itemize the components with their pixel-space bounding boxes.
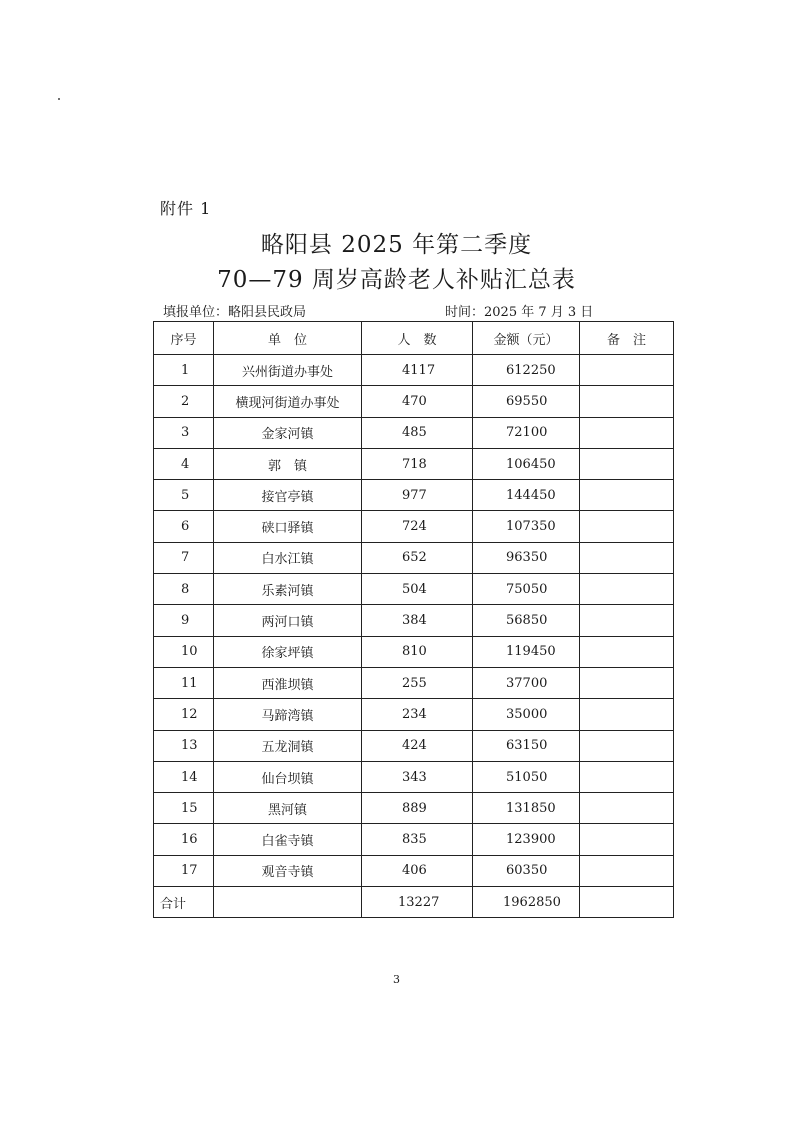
cell-unit: 观音寺镇 <box>214 855 362 886</box>
cell-no: 13 <box>154 730 214 761</box>
cell-amount: 56850 <box>473 605 580 636</box>
cell-unit: 白雀寺镇 <box>214 824 362 855</box>
cell-note <box>580 355 674 386</box>
cell-unit: 横现河街道办事处 <box>214 386 362 417</box>
table-row <box>154 636 674 667</box>
cell-note <box>580 699 674 730</box>
table-row <box>154 761 674 792</box>
cell-no: 15 <box>154 793 214 824</box>
cell-amount: 106450 <box>473 448 580 479</box>
title-line-1: 略阳县 2025 年第二季度 <box>260 232 533 258</box>
cell-unit: 两河口镇 <box>214 605 362 636</box>
cell-no: 8 <box>154 574 214 605</box>
cell-no: 1 <box>154 355 214 386</box>
cell-count: 485 <box>362 417 473 448</box>
cell-unit: 五龙洞镇 <box>214 730 362 761</box>
header-count: 人 数 <box>362 322 473 355</box>
cell-no: 17 <box>154 855 214 886</box>
cell-note <box>580 511 674 542</box>
page-number: 3 <box>393 973 400 986</box>
cell-amount: 72100 <box>473 417 580 448</box>
cell-note <box>580 542 674 573</box>
cell-unit: 金家河镇 <box>214 417 362 448</box>
table-row <box>154 793 674 824</box>
cell-amount: 96350 <box>473 542 580 573</box>
cell-count: 718 <box>362 448 473 479</box>
attachment-label: 附件 1 <box>160 199 212 218</box>
cell-count: 406 <box>362 855 473 886</box>
table-row <box>154 386 674 417</box>
cell-count: 835 <box>362 824 473 855</box>
cell-no: 6 <box>154 511 214 542</box>
table-row <box>154 667 674 698</box>
table-row <box>154 605 674 636</box>
cell-note <box>580 605 674 636</box>
cell-count: 724 <box>362 511 473 542</box>
header-no: 序号 <box>154 322 214 355</box>
table-row <box>154 448 674 479</box>
cell-note <box>580 855 674 886</box>
cell-count: 343 <box>362 761 473 792</box>
cell-unit: 徐家坪镇 <box>214 636 362 667</box>
cell-count: 470 <box>362 386 473 417</box>
table-row <box>154 824 674 855</box>
cell-no: 5 <box>154 480 214 511</box>
total-label: 合计 <box>154 887 214 918</box>
cell-note <box>580 448 674 479</box>
cell-amount: 35000 <box>473 699 580 730</box>
cell-amount: 123900 <box>473 824 580 855</box>
total-row <box>154 887 674 918</box>
cell-no: 3 <box>154 417 214 448</box>
table-row <box>154 730 674 761</box>
cell-amount: 131850 <box>473 793 580 824</box>
cell-count: 977 <box>362 480 473 511</box>
table-row <box>154 699 674 730</box>
cell-amount: 119450 <box>473 636 580 667</box>
table-row <box>154 511 674 542</box>
table-row <box>154 355 674 386</box>
cell-note <box>580 386 674 417</box>
cell-amount: 37700 <box>473 667 580 698</box>
cell-amount: 63150 <box>473 730 580 761</box>
cell-amount: 60350 <box>473 855 580 886</box>
cell-amount: 51050 <box>473 761 580 792</box>
cell-amount: 107350 <box>473 511 580 542</box>
cell-count: 504 <box>362 574 473 605</box>
cell-no: 14 <box>154 761 214 792</box>
cell-no: 16 <box>154 824 214 855</box>
cell-no: 2 <box>154 386 214 417</box>
table-row <box>154 480 674 511</box>
cell-unit: 郭 镇 <box>214 448 362 479</box>
cell-amount: 75050 <box>473 574 580 605</box>
cell-count: 234 <box>362 699 473 730</box>
cell-unit: 接官亭镇 <box>214 480 362 511</box>
scan-speck <box>58 98 60 100</box>
total-note <box>580 887 674 918</box>
cell-count: 889 <box>362 793 473 824</box>
cell-no: 10 <box>154 636 214 667</box>
header-unit: 单 位 <box>214 322 362 355</box>
cell-count: 4117 <box>362 355 473 386</box>
cell-count: 424 <box>362 730 473 761</box>
header-amount: 金额（元） <box>473 322 580 355</box>
subsidy-summary-table <box>153 321 674 918</box>
cell-no: 11 <box>154 667 214 698</box>
cell-note <box>580 730 674 761</box>
cell-count: 255 <box>362 667 473 698</box>
cell-count: 384 <box>362 605 473 636</box>
table-row <box>154 542 674 573</box>
total-unit <box>214 887 362 918</box>
cell-unit: 硖口驿镇 <box>214 511 362 542</box>
cell-no: 9 <box>154 605 214 636</box>
table-row <box>154 417 674 448</box>
cell-note <box>580 574 674 605</box>
header-note: 备 注 <box>580 322 674 355</box>
table-header-row <box>154 322 674 355</box>
cell-note <box>580 667 674 698</box>
cell-unit: 黑河镇 <box>214 793 362 824</box>
table-row <box>154 855 674 886</box>
cell-amount: 144450 <box>473 480 580 511</box>
cell-note <box>580 824 674 855</box>
cell-no: 7 <box>154 542 214 573</box>
cell-count: 810 <box>362 636 473 667</box>
cell-no: 12 <box>154 699 214 730</box>
cell-unit: 兴州街道办事处 <box>214 355 362 386</box>
cell-count: 652 <box>362 542 473 573</box>
cell-note <box>580 636 674 667</box>
report-date: 时间：2025 年 7 月 3 日 <box>445 305 594 320</box>
title-line-2: 70—79 周岁高龄老人补贴汇总表 <box>217 267 576 293</box>
total-amount: 1962850 <box>473 887 580 918</box>
cell-amount: 69550 <box>473 386 580 417</box>
cell-unit: 仙台坝镇 <box>214 761 362 792</box>
cell-note <box>580 417 674 448</box>
cell-unit: 西淮坝镇 <box>214 667 362 698</box>
cell-unit: 白水江镇 <box>214 542 362 573</box>
cell-unit: 马蹄湾镇 <box>214 699 362 730</box>
cell-amount: 612250 <box>473 355 580 386</box>
cell-note <box>580 480 674 511</box>
cell-note <box>580 761 674 792</box>
table-row <box>154 574 674 605</box>
total-count: 13227 <box>362 887 473 918</box>
filler-unit: 填报单位：略阳县民政局 <box>163 305 307 320</box>
cell-unit: 乐素河镇 <box>214 574 362 605</box>
cell-note <box>580 793 674 824</box>
cell-no: 4 <box>154 448 214 479</box>
